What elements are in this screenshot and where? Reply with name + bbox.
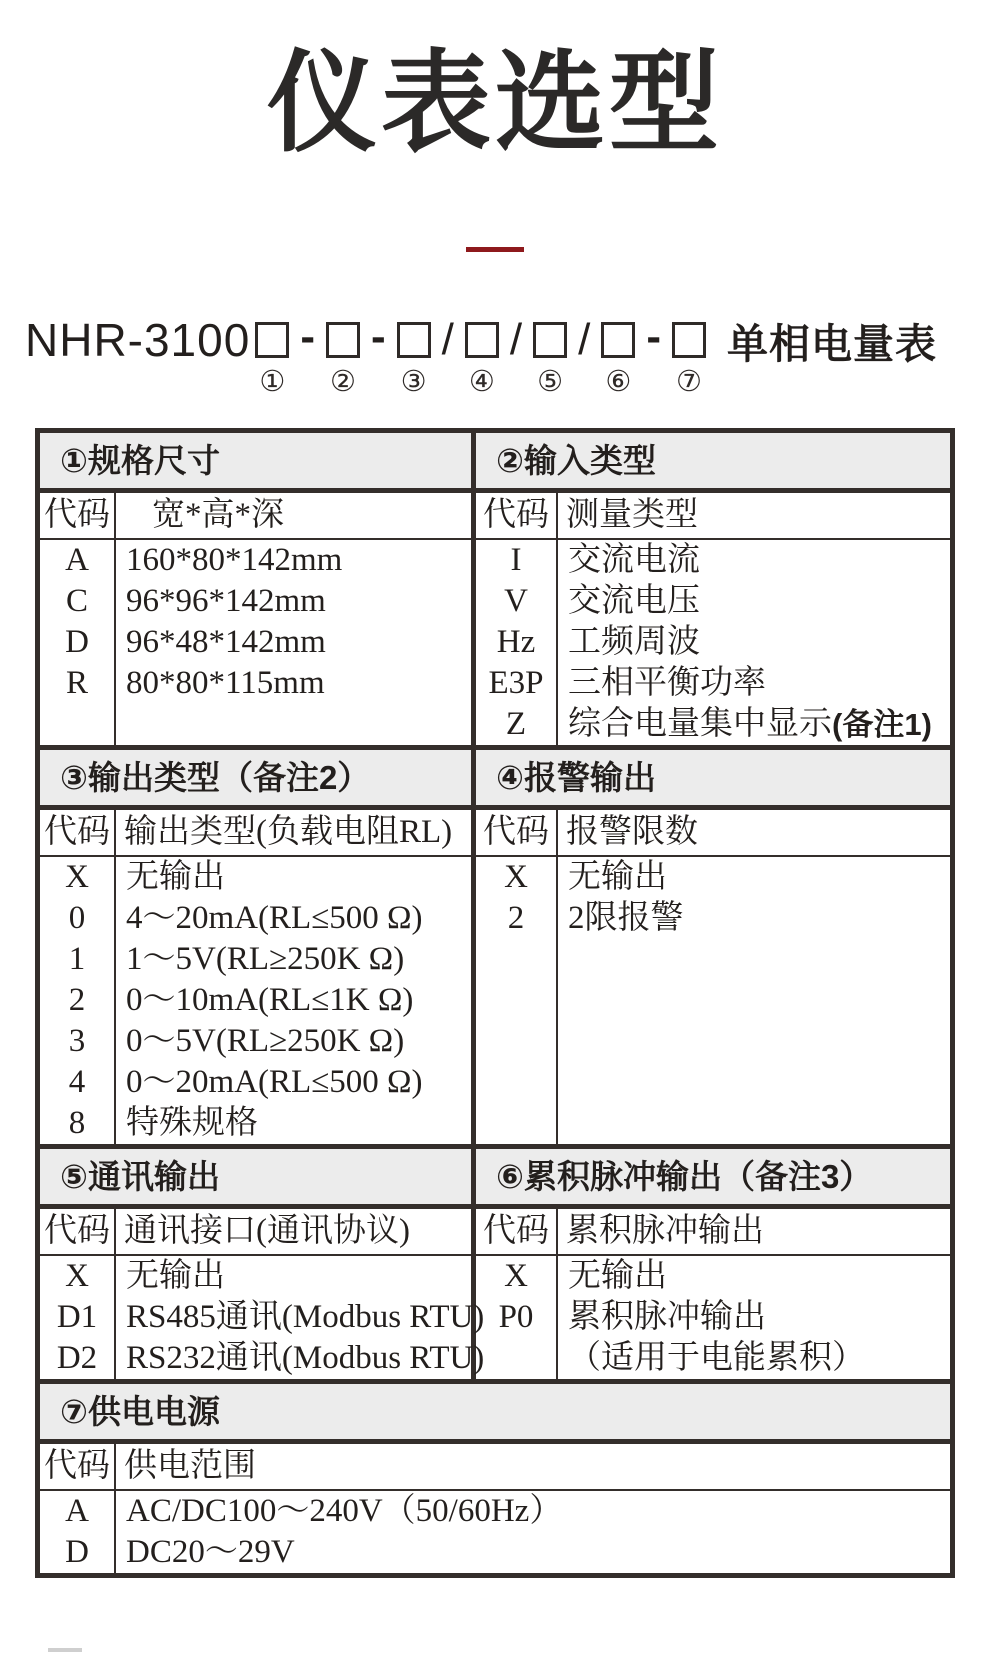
- table-cell-code: Hz: [496, 624, 536, 661]
- model-prefix: NHR-3100: [25, 314, 251, 367]
- table-cell-code: V: [504, 583, 528, 620]
- table-cell-value: 2限报警: [568, 900, 684, 937]
- table-cell-code: X: [504, 859, 528, 896]
- section2-value-header: 测量类型: [566, 497, 698, 534]
- table-cell-value: RS232通讯(Modbus RTU): [126, 1340, 485, 1377]
- table-cell-code: X: [65, 1258, 89, 1295]
- table-cell-value: RS485通讯(Modbus RTU): [126, 1299, 485, 1336]
- section7-header: ⑦供电电源: [40, 1379, 950, 1444]
- section2-header: ②输入类型: [476, 433, 950, 493]
- model-slot-7: [672, 322, 706, 399]
- section5-value-header: 通讯接口(通讯协议): [124, 1213, 410, 1250]
- selection-table: [35, 428, 955, 1578]
- table-cell-code: D2: [56, 1340, 98, 1377]
- section7-column-headers: [40, 1444, 950, 1491]
- table-cell-value: 0～10mA(RL≤1K Ω): [126, 982, 414, 1019]
- table-cell-value: 交流电压: [568, 583, 700, 620]
- section6-header: ⑥累积脉冲输出（备注3）: [476, 1144, 950, 1209]
- table-cell-code: 2: [68, 982, 86, 1019]
- table-cell-code: R: [65, 665, 88, 702]
- section6-rows: [476, 1256, 950, 1379]
- table-cell-code: 3: [68, 1023, 86, 1060]
- section3-code-header: 代码: [40, 810, 116, 855]
- separator-slash-3: /: [578, 315, 591, 365]
- separator-slash-1: /: [441, 315, 454, 365]
- table-cell-code: X: [65, 859, 89, 896]
- table-cell-value: 交流电流: [568, 542, 700, 579]
- table-cell-code: P0: [498, 1299, 534, 1336]
- table-cell-code: 1: [68, 941, 86, 978]
- section5-rows: [40, 1256, 485, 1379]
- table-cell-value: 0～20mA(RL≤500 Ω): [126, 1064, 423, 1101]
- table-left-column: [40, 433, 485, 1379]
- section4-rows: [476, 857, 950, 1144]
- separator-dash-1: -: [300, 312, 315, 362]
- section3-header: ③输出类型（备注2）: [40, 745, 471, 810]
- table-cell-value: 96*48*142mm: [126, 624, 326, 661]
- table-cell-code: D: [65, 1534, 89, 1571]
- section5-column-headers: [40, 1209, 471, 1256]
- table-cell-value: 80*80*115mm: [126, 665, 325, 702]
- section1-column-headers: [40, 493, 471, 540]
- table-cell-value: 无输出: [126, 859, 225, 896]
- table-cell-value: （适用于电能累积）: [568, 1340, 865, 1377]
- table-cell-value: 工频周波: [568, 624, 700, 661]
- code-box-2: [326, 322, 360, 358]
- section2-rows: [476, 540, 950, 745]
- table-cell-code: E3P: [488, 665, 544, 702]
- model-slot-2: [326, 322, 360, 399]
- section1-code-header: 代码: [40, 493, 116, 538]
- table-bottom-section: [40, 1379, 950, 1573]
- table-cell-code: C: [65, 583, 88, 620]
- table-cell-code: A: [65, 1493, 89, 1530]
- cropped-text-remnant: [48, 1648, 82, 1652]
- position-number-4: ④: [468, 366, 495, 399]
- code-box-5: [533, 322, 567, 358]
- section5-header: ⑤通讯输出: [40, 1144, 471, 1209]
- table-cell-value-text: 综合电量集中显示: [568, 706, 832, 743]
- page: [0, 42, 990, 1656]
- section6-value-header: 累积脉冲输出: [566, 1213, 764, 1250]
- model-slot-5: [533, 322, 567, 399]
- table-upper-columns: [40, 433, 950, 1379]
- section1-rows: [40, 540, 471, 745]
- table-cell-code: 8: [68, 1105, 86, 1142]
- table-cell-code: D1: [56, 1299, 98, 1336]
- table-cell-code: A: [65, 542, 89, 579]
- section4-header: ④报警输出: [476, 745, 950, 810]
- model-code-line: [0, 312, 976, 399]
- table-cell-value: 特殊规格: [126, 1105, 258, 1142]
- table-cell-value: DC20～29V: [126, 1534, 295, 1571]
- separator-dash-2: -: [370, 312, 386, 362]
- section1-value-header: 宽*高*深: [152, 497, 284, 534]
- table-cell-code: 4: [68, 1064, 86, 1101]
- section3-column-headers: [40, 810, 471, 857]
- separator-slash-2: /: [509, 315, 523, 365]
- position-number-5: ⑤: [537, 366, 564, 399]
- table-cell-code: 2: [507, 900, 525, 937]
- note1-reference: (备注1): [832, 707, 932, 743]
- table-cell-code: D: [65, 624, 89, 661]
- table-cell-value: 累积脉冲输出: [568, 1299, 766, 1336]
- table-right-column: [476, 433, 950, 1379]
- position-number-3: ③: [400, 366, 427, 399]
- model-slot-1: [255, 322, 289, 399]
- section7-value-header: 供电范围: [124, 1448, 256, 1485]
- section3-value-header: 输出类型(负载电阻RL): [124, 814, 453, 851]
- code-box-4: [465, 322, 499, 358]
- section6-code-header: 代码: [476, 1209, 558, 1254]
- section7-code-header: 代码: [40, 1444, 116, 1489]
- code-box-7: [672, 322, 706, 358]
- section4-code-header: 代码: [476, 810, 558, 855]
- table-cell-value: 三相平衡功率: [568, 665, 766, 702]
- table-cell-value: 4～20mA(RL≤500 Ω): [126, 900, 423, 937]
- table-cell-value: 无输出: [126, 1258, 225, 1295]
- table-cell-value: 96*96*142mm: [126, 583, 326, 620]
- table-cell-code: 0: [68, 900, 86, 937]
- model-slot-6: [601, 322, 635, 399]
- section7-rows: [40, 1491, 950, 1573]
- section4-column-headers: [476, 810, 950, 857]
- table-cell-code: Z: [505, 706, 527, 743]
- table-cell-value: 160*80*142mm: [126, 542, 343, 579]
- position-number-1: ①: [259, 366, 286, 399]
- section3-rows: [40, 857, 471, 1144]
- model-suffix: 单相电量表: [726, 320, 937, 367]
- page-title: 仪表选型: [267, 42, 723, 165]
- table-cell-value: 1～5V(RL≥250K Ω): [126, 941, 405, 978]
- model-slot-4: [465, 322, 499, 399]
- code-box-3: [397, 322, 431, 358]
- table-cell-value: [558, 704, 950, 745]
- table-cell-code: X: [504, 1258, 528, 1295]
- red-divider-dash: [466, 247, 524, 252]
- position-number-6: ⑥: [605, 366, 632, 399]
- table-cell-value: 无输出: [568, 1258, 667, 1295]
- section4-value-header: 报警限数: [566, 814, 698, 851]
- section2-code-header: 代码: [476, 493, 558, 538]
- separator-dash-3: -: [646, 312, 661, 362]
- model-slot-3: [397, 322, 431, 399]
- code-box-1: [255, 322, 289, 358]
- table-cell-value: 无输出: [568, 859, 667, 896]
- section6-column-headers: [476, 1209, 950, 1256]
- section2-column-headers: [476, 493, 950, 540]
- table-cell-code: [476, 1338, 556, 1379]
- position-number-2: ②: [329, 366, 356, 399]
- table-cell-value: 0～5V(RL≥250K Ω): [126, 1023, 405, 1060]
- section5-code-header: 代码: [40, 1209, 116, 1254]
- code-box-6: [601, 322, 635, 358]
- section1-header: ①规格尺寸: [40, 433, 471, 493]
- position-number-7: ⑦: [675, 366, 702, 399]
- table-cell-code: I: [510, 542, 522, 579]
- table-cell-value: AC/DC100～240V（50/60Hz）: [126, 1493, 563, 1530]
